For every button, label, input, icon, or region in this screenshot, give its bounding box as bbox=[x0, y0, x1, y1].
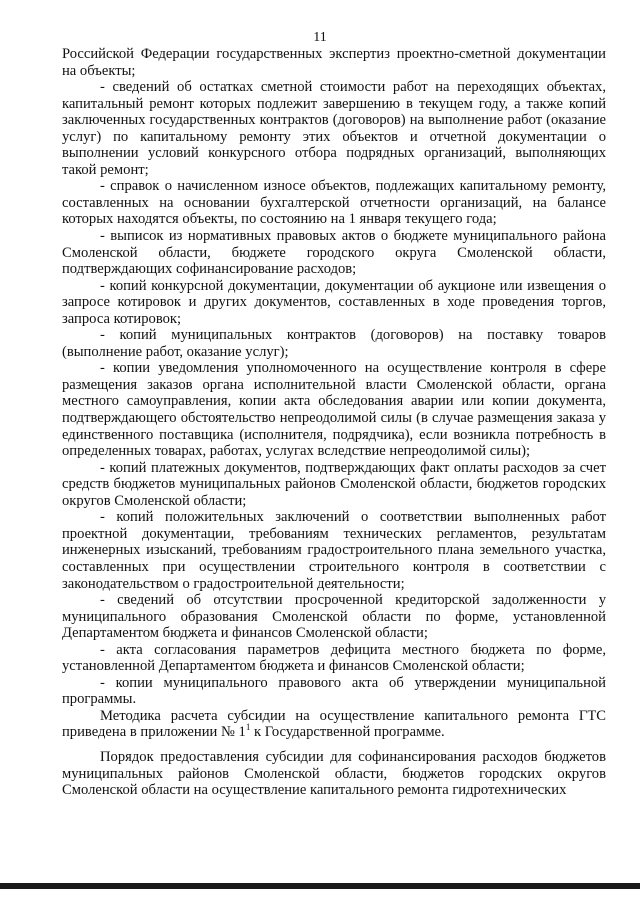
paragraph-continuation: Российской Федерации государственных экспертиз проектно-сметной документации на объекты; bbox=[62, 46, 606, 79]
list-item-remaining-cost: - сведений об остатках сметной стоимости работ на переходящих объектах, капитальный ремонт которых подлежит завершению в текущем году, а также копий заключенных государственных контрактов (договоров) на выполнение работ (оказание услуг) по капитальному ремонту этих объектов и отчетной документации о выполнении условий конкурсного отбора подрядных организаций, выполняющих такой ремонт; bbox=[62, 79, 606, 178]
bottom-border-line bbox=[0, 883, 640, 889]
list-item-municipal-contracts: - копий муниципальных контрактов (договоров) на поставку товаров (выполнение работ, оказание услуг); bbox=[62, 327, 606, 360]
page-number: 11 bbox=[313, 30, 327, 45]
list-item-deficit-act: - акта согласования параметров дефицита местного бюджета по форме, установленной Департаментом бюджета и финансов Смоленской области; bbox=[62, 641, 606, 675]
procedure-paragraph: Порядок предоставления субсидии для софинансирования расходов бюджетов муниципальных районов Смоленской области, бюджетов городских округов Смоленской области на осуществление капитального ремонта гидротехнических bbox=[62, 748, 606, 799]
list-item-payment-docs: - копий платежных документов, подтверждающих факт оплаты расходов за счет средств бюджетов муниципальных районов Смоленской области, бюджетов городских округов Смоленской области; bbox=[62, 459, 606, 509]
document-body bbox=[62, 46, 606, 799]
methodology-paragraph bbox=[62, 708, 606, 741]
list-item-depreciation: - справок о начисленном износе объектов, подлежащих капитальному ремонту, составленных на основании бухгалтерской отчетности организаций, на балансе которых находятся объекты, по состоянию на 1 января текущего года; bbox=[62, 178, 606, 228]
methodology-text: Методика расчета субсидии на осуществление капитального ремонта ГТС приведена в приложении № 1 bbox=[62, 707, 606, 741]
list-item-no-overdue-debt: - сведений об отсутствии просроченной кредиторской задолженности у муниципального образования Смоленской области по форме, установленной Департаментом бюджета и финансов Смоленской области; bbox=[62, 592, 606, 642]
list-item-tender-docs: - копий конкурсной документации, документации об аукционе или извещения о запросе котировок и других документов, составленных в ходе проведения торгов, запроса котировок; bbox=[62, 277, 606, 327]
list-item-budget-extracts: - выписок из нормативных правовых актов о бюджете муниципального района Смоленской области, бюджете городского округа Смоленской области, подтверждающих софинансирование расходов; bbox=[62, 228, 606, 278]
list-item-positive-conclusions: - копий положительных заключений о соответствии выполненных работ проектной документации, требованиям технических регламентов, результатам инженерных изысканий, требованиям градостроительного плана земельного участка, составленных при осуществлении строительного контроля в соответствии с законодательством о градостроительной деятельности; bbox=[62, 509, 606, 592]
methodology-text-end: к Государственной программе. bbox=[250, 724, 445, 741]
list-item-municipal-program: - копии муниципального правового акта об утверждении муниципальной программы. bbox=[62, 674, 606, 708]
list-item-notification: - копии уведомления уполномоченного на осуществление контроля в сфере размещения заказов органа исполнительной власти Смоленской области, органа местного самоуправления, копии акта обследования аварии или копии документа, подтверждающего обстоятельство непреодолимой силы (в случае размещения заказа у единственного поставщика (исполнителя, подрядчика), если возникла потребность в определенных товарах, работах, услугах вследствие непреодолимой силы); bbox=[62, 360, 606, 460]
appendix-superscript: 1 bbox=[245, 722, 251, 733]
